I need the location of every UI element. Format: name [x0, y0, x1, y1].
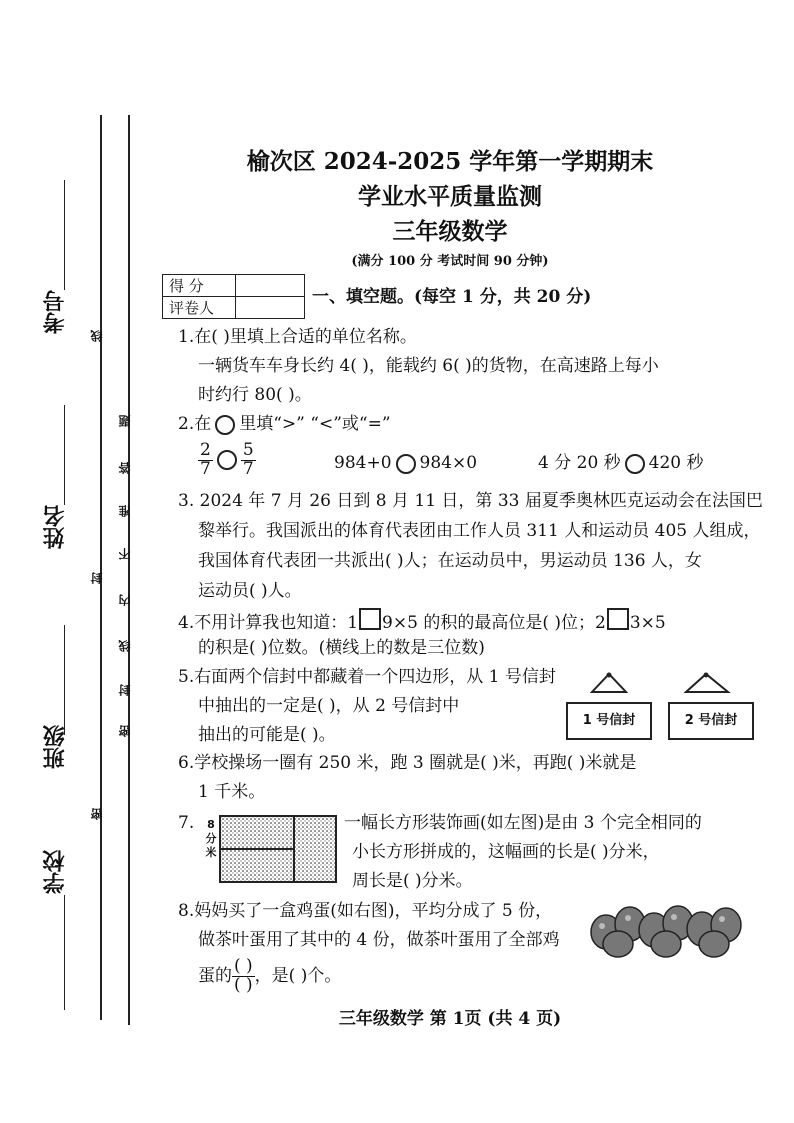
section1-heading: 一、填空题。(每空 1 分，共 20 分) [312, 287, 592, 307]
q5-line3: 抽出的可能是( )。 [198, 725, 336, 745]
egg-box-image [588, 898, 748, 960]
envelope-1: 1 号信封 [566, 702, 652, 740]
q7-line2: 小长方形拼成的，这幅画的长是( )分米， [352, 842, 660, 862]
fraction: $\frac{2}{7}$ [200, 440, 211, 479]
label-xingming: 姓名 [43, 505, 68, 549]
grader-cell[interactable] [236, 297, 305, 319]
q4-line2: 的积是( )位数。(横线上的数是三位数) [198, 638, 485, 658]
q3-line2: 黎举行。我国派出的体育代表团由工作人员 311 人和运动员 405 人组成， [198, 521, 761, 541]
q1-line3: 时约行 80( )。 [198, 385, 312, 405]
score-cell[interactable] [236, 275, 305, 297]
decorative-painting-figure [218, 814, 338, 884]
answer-fraction[interactable]: $\frac{( )}{( )}$ [234, 956, 253, 995]
answer-circle[interactable] [625, 454, 645, 474]
binding-line-outer [100, 115, 102, 1020]
score-table [162, 274, 305, 319]
xuexiao-field-line [64, 895, 65, 1010]
q6-line2: 1 千米。 [198, 782, 266, 802]
label-xuexiao: 学校 [43, 850, 68, 894]
binding-mark: 密 [90, 808, 104, 820]
page-footer: 三年级数学 第 1页 (共 4 页) [338, 1009, 562, 1029]
q2-prompt-a: 2.在 [178, 414, 212, 434]
q6-line1: 6.学校操场一圈有 250 米，跑 3 圈就是( )米，再跑( )米就是 [178, 753, 637, 773]
kaohao-field-line [64, 180, 65, 290]
compare-circle-icon [215, 415, 235, 435]
grader-label: 评卷人 [163, 297, 236, 319]
binding-mark: 答 [118, 462, 132, 474]
q3-line4: 运动员( )人。 [198, 581, 302, 601]
binding-mark: 题 [118, 415, 132, 427]
binding-mark: 不 [118, 548, 132, 560]
q4-line1: 4.不用计算我也知道：1 9×5 的积的最高位是( )位；2 3×5 [178, 608, 666, 635]
xingming-field-line [64, 405, 65, 505]
binding-mark: 内 [118, 594, 132, 606]
q2-item-c: 4 分 20 秒 420 秒 [538, 453, 704, 473]
binding-mark: 封 [90, 572, 104, 584]
label-kaohao: 考号 [43, 290, 68, 334]
exam-subtitle: (满分 100 分 考试时间 90 分钟) [351, 254, 549, 269]
q2-item-a [198, 442, 256, 479]
q2-prompt-b: 里填“>” “<”或“=” [239, 414, 391, 434]
exam-title-line2: 学业水平质量监测 [358, 183, 542, 210]
digit-box[interactable] [607, 608, 629, 630]
binding-mark: 线 [90, 330, 104, 342]
q7-number: 7. [178, 813, 195, 833]
q7-line3: 周长是( )分米。 [352, 871, 473, 891]
q2-item-b: 984+0 984×0 [334, 453, 478, 473]
q8-line1: 8.妈妈买了一盒鸡蛋(如右图)，平均分成了 5 份， [178, 901, 553, 921]
binding-mark: 封 [118, 684, 132, 696]
q1-line1: 1.在( )里填上合适的单位名称。 [178, 327, 417, 347]
q3-line3: 我国体育代表团一共派出( )人；在运动员中，男运动员 136 人，女 [198, 551, 702, 571]
q1-line2: 一辆货车车身长约 4( )，能载约 6( )的货物，在高速路上每小 [198, 356, 659, 376]
q5-line1: 5.右面两个信封中都藏着一个四边形，从 1 号信封 [178, 667, 556, 687]
binding-mark: 密 [118, 725, 132, 737]
binding-line-inner [128, 115, 130, 1025]
q8-line2: 做茶叶蛋用了其中的 4 份，做茶叶蛋用了全部鸡 [198, 930, 560, 950]
banji-field-line [64, 625, 65, 735]
binding-mark: 线 [118, 640, 132, 652]
envelope-2: 2 号信封 [668, 702, 754, 740]
q3-line1: 3. 2024 年 7 月 26 日到 8 月 11 日，第 33 届夏季奥林匹克运动会在法国巴 [178, 491, 763, 511]
answer-circle[interactable] [396, 454, 416, 474]
digit-box[interactable] [359, 608, 381, 630]
q7-dimension-label: 8分米 [205, 818, 217, 859]
q7-line1: 一幅长方形装饰画(如左图)是由 3 个完全相同的 [344, 813, 702, 833]
exam-title-line3: 三年级数学 [392, 218, 508, 245]
fraction: $\frac{5}{7}$ [242, 440, 254, 479]
answer-circle[interactable] [217, 450, 237, 470]
label-banji: 班级 [43, 725, 68, 769]
binding-mark: 准 [118, 505, 132, 517]
q5-line2: 中抽出的一定是( )，从 2 号信封中 [198, 696, 460, 716]
score-label: 得 分 [163, 275, 236, 297]
q2-prompt [178, 413, 391, 436]
q8-line3: 蛋的 $\frac{( )}{( )}$ ，是( )个。 [198, 956, 342, 995]
exam-title-line1: 榆次区 2024-2025 学年第一学期期末 [246, 148, 654, 175]
